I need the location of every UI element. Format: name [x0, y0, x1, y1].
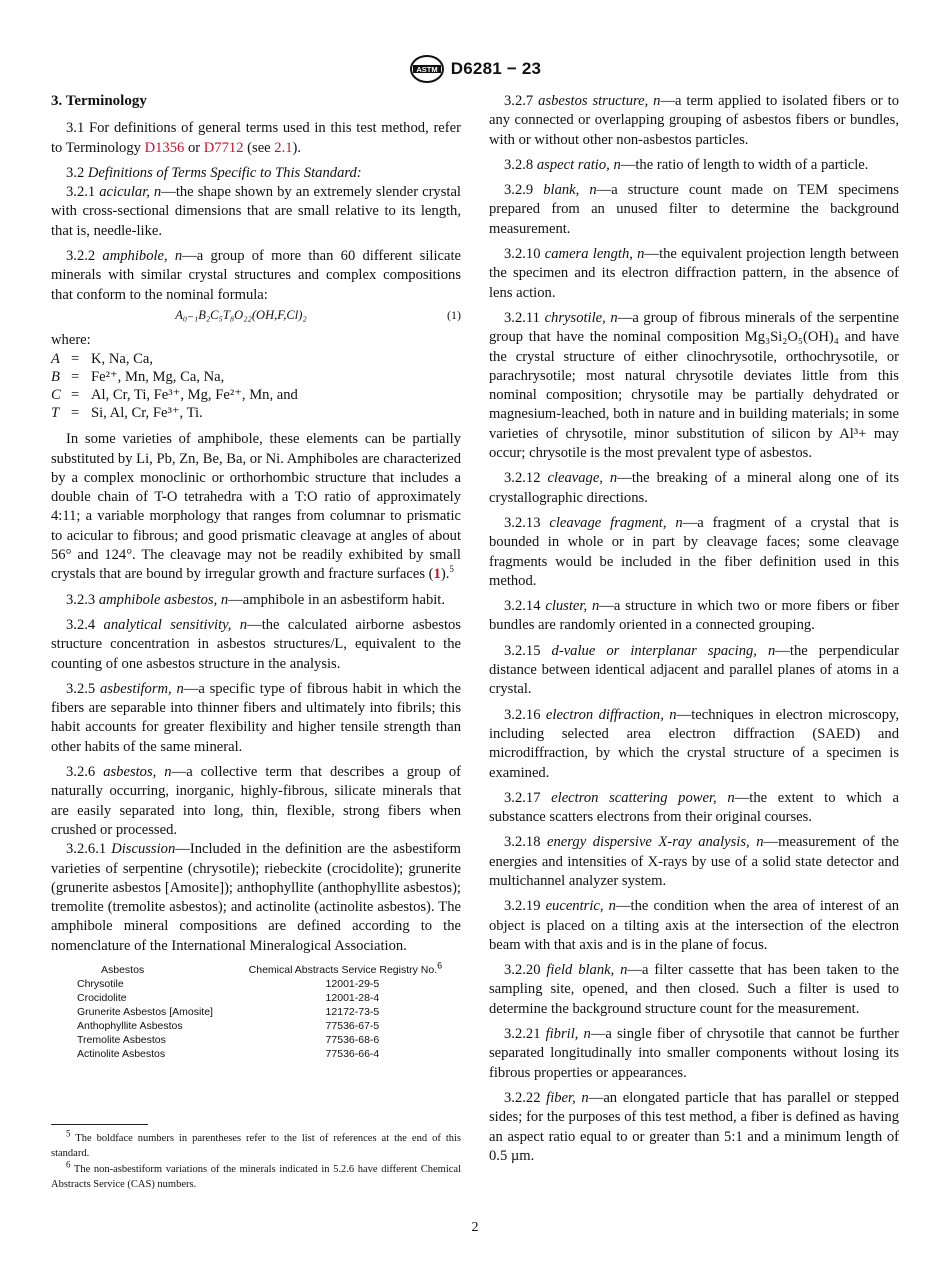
ref-2-1-link[interactable]: 2.1: [274, 139, 293, 156]
table-row: Tremolite Asbestos 77536-68-6: [77, 1033, 380, 1046]
footnote-divider: [51, 1124, 148, 1125]
ref-d7712-link[interactable]: D7712: [203, 139, 244, 156]
footnote-6: $^6$ The non-asbestiform variations of the minerals indicated in 5.2.6 have different Chemical Abstracts Service (CAS) numbers.: [51, 1159, 461, 1190]
section-title: 3. Terminology: [51, 93, 147, 109]
para-3-2-12: 3.2.12 cleavage, n—the breaking of a mineral along one of its crystallographic directions.: [489, 470, 900, 506]
footnote-5-marker: 5: [449, 564, 454, 575]
variable-row: A = K, Na, Ca,: [51, 351, 154, 368]
para-3-2-13: 3.2.13 cleavage fragment, n—a fragment of a crystal that is bounded in whole or in part by cleavage faces; some cleavage fragments would be included in the fiber definition used in this method.: [489, 514, 899, 589]
table-header-row: [77, 963, 457, 977]
table-row: Crocidolite 12001-28-4: [77, 991, 380, 1004]
table-row: Grunerite Asbestos [Amosite] 12172-73-5: [77, 1005, 380, 1018]
para-3-2-21: 3.2.21 fibril, n—a single fiber of chrysotile that cannot be further separated longitudinally into smaller components without losing its fibrous properties or appearances.: [489, 1026, 899, 1081]
equation-1: [51, 305, 461, 327]
para-3-2-6: 3.2.6 asbestos, n—a collective term that describes a group of naturally occurring, inorganic, highly-fibrous, silicate minerals that are easily separated into long, thin, flexible, strong fibers when crushed or processed.: [51, 764, 461, 838]
equation-number: (1): [447, 308, 461, 323]
para-3-2: 3.2 Definitions of Terms Specific to This Standard:: [66, 164, 362, 181]
where-label: where:: [51, 331, 91, 348]
para-3-2-20: 3.2.20 field blank, n—a filter cassette that has been taken to the sampling site, opened, and then closed. Such a filter is used to determine the background structure count for the measurement.: [489, 962, 899, 1017]
para-3-2-8: 3.2.8 aspect ratio, n—the ratio of length to width of a particle.: [504, 156, 869, 173]
footnotes: [51, 1128, 461, 1194]
para-3-2-11: 3.2.11 chrysotile, n—a group of fibrous minerals of the serpentine group that have the nominal composition Mg₃Si₂O₅(OH)₄ and have the crystal structure of either clinochrysotile, orthochrysotile, or parachrysotile; most natural chrysotile deviates little from this nominal composition; chrysotile may be partially dehydrated or magnesium-leached, both in nature and in building materials; in some varieties of chrysotile, minor substitution of silicon by Al³+ may occur; chrysotile is the most prevalent type of asbestos.: [489, 309, 899, 462]
para-3-2-4: 3.2.4 analytical sensitivity, n—the calculated airborne asbestos structure concentration in asbestos structures/L, equivalent to the counting of one asbestos structure in the analysis.: [51, 616, 461, 672]
para-3-2-15: 3.2.15 d-value or interplanar spacing, n—the perpendicular distance between identical adjacent and parallel planes of atoms in a crystal.: [489, 642, 899, 698]
para-3-2-3: 3.2.3 amphibole asbestos, n—amphibole in an asbestiform habit.: [66, 591, 446, 608]
logo-text: ASTM: [416, 65, 438, 74]
para-3-2-17: 3.2.17 electron scattering power, n—the extent to which a substance scatters electrons from their original courses.: [489, 789, 899, 826]
para-3-2-10: 3.2.10 camera length, n—the equivalent projection length between the specimen and its electron diffraction pattern, in the absence of lens action.: [489, 246, 899, 301]
document-id: D6281 − 23: [450, 59, 542, 78]
para-3-2-2: 3.2.2 amphibole, n—a group of more than 60 different silicate minerals with similar crystal structures and complex compositions that conform to the nominal formula:: [51, 248, 461, 303]
astm-logo-icon: [409, 54, 445, 84]
asbestos-cas-table: [77, 960, 457, 1061]
para-3-2-6-1: 3.2.6.1 Discussion—Included in the definition are the asbestiform varieties of serpentine (chrysotile); riebeckite (crocidolite); grunerite (grunerite asbestos [Amosite]); anthophyllite (anthophyllite asbestos); tremolite (tremolite asbestos); and actinolite (actinolite asbestos). The amphibole mineral compositions are defined according to the nomenclature of the International Mineralogical Association.: [51, 841, 461, 954]
para-3-1: 3.1 For definitions of general terms used in this test method, refer to Terminology D1356 or D7712 (see 2.1).: [51, 120, 461, 156]
footnote-5: $^5$ The boldface numbers in parentheses refer to the list of references at the end of this standard.: [51, 1128, 461, 1159]
para-3-2-9: 3.2.9 blank, n—a structure count made on TEM specimens prepared from an unused filter to determine the background measurement.: [489, 182, 899, 237]
para-3-2-22: 3.2.22 fiber, n—an elongated particle that has parallel or stepped sides; for the purposes of this test method, a fiber is defined as having an aspect ratio equal to or greater than 5:1 and a minimum length of 0.5 µm.: [489, 1089, 900, 1164]
para-3-2-16: 3.2.16 electron diffraction, n—techniques in electron microscopy, including selected area electron diffraction (SAED) and microdiffraction, by which the crystal structure of a specimen is examined.: [489, 706, 899, 781]
page-header: [0, 52, 950, 86]
para-3-2-7: 3.2.7 asbestos structure, n—a term applied to isolated fibers or to any connected or overlapping grouping of asbestos fibers or bundles, with or without other non-asbestos particles.: [489, 93, 899, 148]
variable-row: C = Al, Cr, Ti, Fe³⁺, Mg, Fe²⁺, Mn, and: [51, 387, 298, 404]
variable-row: B = Fe²⁺, Mn, Mg, Ca, Na,: [51, 369, 225, 386]
ref-1-link[interactable]: 1: [433, 566, 441, 583]
para-3-2-19: 3.2.19 eucentric, n—the condition when the area of interest of an object is placed on a tilting axis at the intersection of the electron beam with that axis and is in the plane of focus.: [489, 898, 899, 953]
table-row: Chrysotile 12001-29-5: [77, 977, 380, 990]
chrysotile-formula: Mg₃Si₂O₅(OH)₄: [744, 329, 839, 346]
para-3-2-1: 3.2.1 acicular, n—the shape shown by an extremely slender crystal with cross-sectional dimensions that are small relative to its length, that is, needle-like.: [51, 184, 461, 239]
para-3-2-18: 3.2.18 energy dispersive X-ray analysis, n—measurement of the energies and intensities of X-rays by use of a solid state detector and multichannel analyzer system.: [489, 834, 899, 889]
page-number: 2: [471, 1220, 479, 1235]
amphibole-formula: A₀₋₁B₂C₅T₈O₂₂(OH,F,Cl)₂: [175, 308, 307, 323]
table-header-cas: Chemical Abstracts Service Registry No.$^6$: [248, 960, 443, 976]
para-3-2-14: 3.2.14 cluster, n—a structure in which two or more fibers or fiber bundles are randomly oriented in a connected grouping.: [489, 598, 899, 634]
table-row: Anthophyllite Asbestos 77536-67-5: [77, 1019, 380, 1032]
table-header-asbestos: Asbestos: [101, 963, 145, 976]
ref-d1356-link[interactable]: D1356: [144, 139, 185, 156]
para-3-2-5: 3.2.5 asbestiform, n—a specific type of fibrous habit in which the fibers are separable into thinner fibers and ultimately into fibrils; this habit accounts for greater flexibility and higher tensile strength than other habits of the same mineral.: [51, 680, 461, 755]
variable-list: [51, 350, 461, 422]
table-row: Actinolite Asbestos 77536-66-4: [77, 1047, 380, 1060]
right-column: [489, 92, 899, 1172]
para-amphibole-varieties: In some varieties of amphibole, these elements can be partially substituted by Li, Pb, Zn, Be, Ba, or Ni. Amphiboles are characterized by a complex monoclinic or orthorhombic structure that includes a double chain of T-O tetrahedra with a T:O ratio of approximately 4:11; a variable morphology that ranges from columnar to prismatic to acicular to fibrous; and good prismatic cleavage at angles of about 56° and 124°. The cleavage may not be readily exhibited by small crystals that are bound by irregular growth and fracture surfaces (1).$^5$: [51, 431, 461, 583]
variable-row: T = Si, Al, Cr, Fe³⁺, Ti.: [51, 405, 203, 422]
left-column: [51, 92, 461, 1061]
